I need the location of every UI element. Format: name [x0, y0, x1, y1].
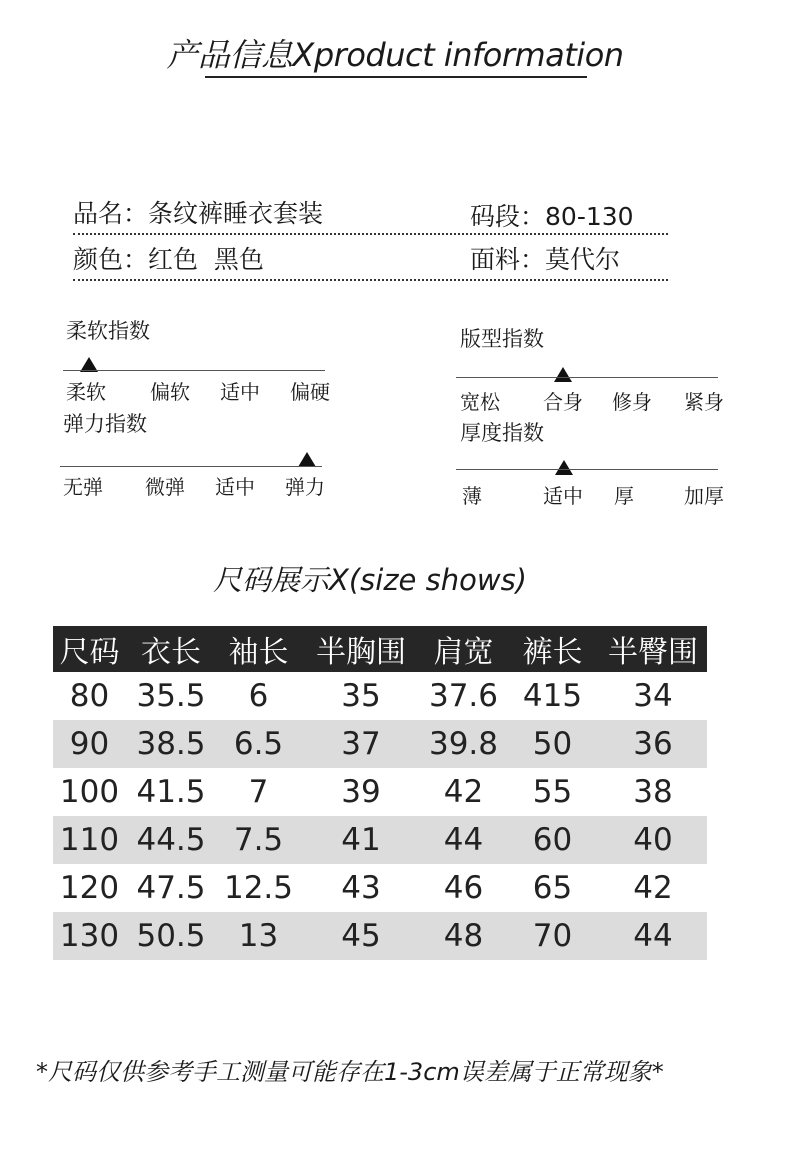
table-cell: 47.5 [136, 870, 206, 906]
column-header: 半臀围 [599, 626, 707, 672]
thickness-index-label: 厚度指数 [460, 421, 544, 445]
table-cell: 46 [443, 870, 484, 906]
title-underline [205, 76, 587, 78]
table-cell: 35.5 [136, 678, 206, 714]
table-cell: 120 [59, 870, 120, 906]
column-header: 袖长 [216, 626, 301, 672]
column-header: 尺码 [53, 626, 126, 672]
table-cell: 39.8 [421, 720, 506, 768]
table-cell: 36 [599, 720, 707, 768]
dotted-divider [73, 233, 668, 235]
table-row [53, 912, 707, 960]
table-cell: 55 [532, 774, 573, 810]
table-cell: 13 [216, 912, 301, 960]
table-cell: 70 [506, 912, 599, 960]
color-label: 颜色： [73, 245, 149, 274]
table-cell: 65 [532, 870, 573, 906]
softness-scale-line [63, 370, 325, 371]
softness-index-label: 柔软指数 [66, 319, 150, 343]
table-cell: 35 [341, 678, 381, 714]
column-header: 裤长 [506, 626, 599, 672]
fit-index-label: 版型指数 [460, 327, 544, 351]
product-color [73, 240, 264, 276]
table-cell: 45 [301, 912, 421, 960]
color-value: 红色 黑色 [148, 245, 264, 274]
product-fabric [470, 240, 620, 276]
table-cell: 60 [506, 816, 599, 864]
size-range [470, 197, 634, 233]
elasticity-tick: 适中 [215, 475, 255, 499]
table-row [53, 768, 707, 816]
table-cell: 39 [341, 774, 381, 810]
table-row [53, 672, 707, 720]
table-cell: 42 [633, 870, 673, 906]
product-name [73, 194, 323, 230]
softness-tick: 偏软 [150, 380, 190, 404]
fit-marker-icon [554, 367, 572, 382]
table-cell: 41 [301, 816, 421, 864]
table-cell: 6.5 [216, 720, 301, 768]
table-cell: 50.5 [126, 912, 216, 960]
table-cell: 44 [421, 816, 506, 864]
column-header: 衣长 [126, 626, 216, 672]
table-cell: 37 [301, 720, 421, 768]
table-cell: 130 [53, 912, 126, 960]
fabric-value: 莫代尔 [545, 245, 621, 274]
product-name-value: 条纹裤睡衣套装 [148, 199, 324, 228]
table-cell: 80 [69, 678, 110, 714]
table-row [53, 720, 707, 768]
fit-tick: 宽松 [460, 390, 500, 414]
table-cell: 7.5 [216, 816, 301, 864]
table-cell: 44.5 [126, 816, 216, 864]
table-cell: 100 [59, 774, 120, 810]
elasticity-marker-icon [298, 452, 316, 467]
elasticity-scale-line [60, 466, 322, 467]
table-cell: 44 [599, 912, 707, 960]
thickness-tick: 加厚 [684, 484, 724, 508]
size-table [53, 626, 707, 960]
fit-scale-line [456, 377, 718, 378]
table-cell: 38 [633, 774, 673, 810]
elasticity-tick: 微弹 [145, 475, 185, 499]
elasticity-index-label: 弹力指数 [63, 412, 147, 436]
table-cell: 34 [633, 678, 673, 714]
table-cell: 42 [443, 774, 484, 810]
elasticity-tick: 无弹 [63, 475, 103, 499]
table-cell: 38.5 [126, 720, 216, 768]
fabric-label: 面料： [470, 245, 546, 274]
size-range-value: 80-130 [545, 202, 634, 231]
fit-tick: 紧身 [684, 390, 724, 414]
thickness-tick: 厚 [614, 484, 634, 508]
size-range-label: 码段： [470, 202, 546, 231]
table-cell: 37.6 [428, 678, 499, 714]
size-chart-title: 尺码展示X(size shows) [212, 563, 527, 597]
fit-tick: 合身 [543, 390, 583, 414]
product-name-label: 品名： [73, 199, 149, 228]
softness-tick: 适中 [220, 380, 260, 404]
dotted-divider [73, 279, 668, 281]
column-header: 半胸围 [301, 626, 421, 672]
table-cell: 43 [341, 870, 381, 906]
softness-tick: 柔软 [66, 380, 106, 404]
page-title: 产品信息Xproduct information [166, 36, 624, 74]
table-cell: 6 [248, 678, 269, 714]
size-footnote: *尺码仅供参考手工测量可能存在1-3cm误差属于正常现象* [36, 1058, 664, 1086]
table-cell: 415 [522, 678, 583, 714]
table-cell: 7 [248, 774, 269, 810]
column-header: 肩宽 [421, 626, 506, 672]
thickness-scale-line [456, 469, 718, 470]
thickness-tick: 适中 [543, 484, 583, 508]
table-cell: 41.5 [136, 774, 206, 810]
fit-tick: 修身 [612, 390, 652, 414]
table-cell: 12.5 [223, 870, 294, 906]
table-row [53, 864, 707, 912]
thickness-tick: 薄 [462, 484, 482, 508]
table-header-row [53, 626, 707, 672]
thickness-marker-icon [555, 460, 573, 475]
softness-tick: 偏硬 [290, 380, 330, 404]
table-cell: 40 [599, 816, 707, 864]
elasticity-tick: 弹力 [285, 475, 325, 499]
table-cell: 90 [53, 720, 126, 768]
table-cell: 50 [506, 720, 599, 768]
table-cell: 48 [421, 912, 506, 960]
table-cell: 110 [53, 816, 126, 864]
table-row [53, 816, 707, 864]
